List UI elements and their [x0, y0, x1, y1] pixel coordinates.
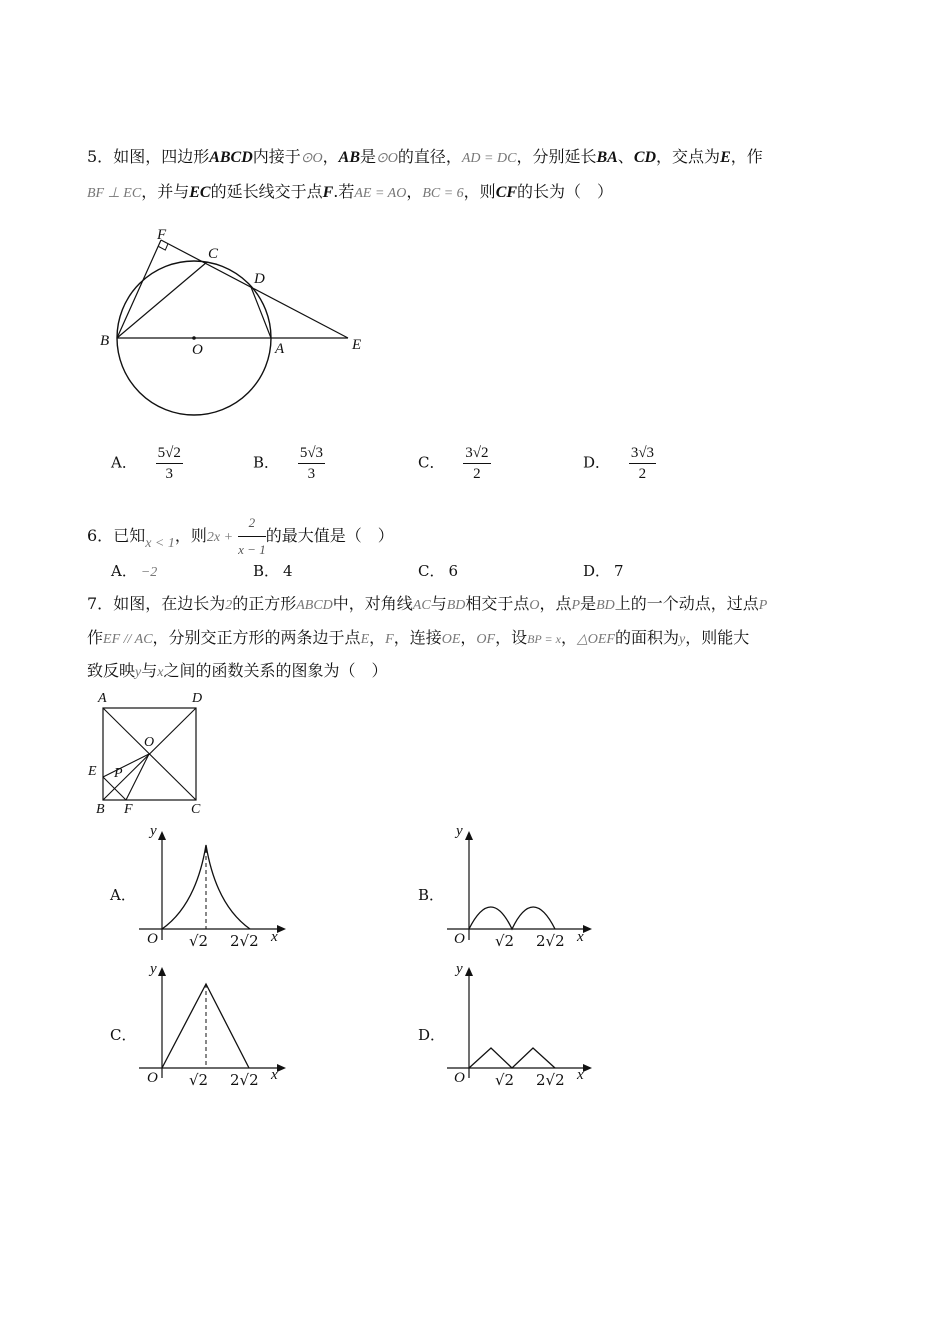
q7-label-D: D [192, 691, 203, 706]
graph-a-tick2: 2√2 [230, 932, 259, 950]
q6-option-b[interactable]: B． 4 [253, 562, 293, 580]
q7-line2: 作EF // AC，分别交正方形的两条边于点E，F，连接OE，OF，设BP = x，△OEF的面积为y，则能大 [87, 628, 750, 647]
graph-a-origin: O [147, 931, 158, 947]
graph-b-xlabel: x [577, 929, 584, 945]
q7-option-c-letter: C． [110, 1026, 137, 1044]
graph-b-ylabel: y [456, 823, 463, 839]
q7-label-A: A [98, 691, 107, 706]
graph-c-tick1: √2 [189, 1071, 209, 1089]
q7-label-C: C [191, 802, 201, 817]
q7-label-O: O [144, 735, 155, 750]
q5-line1: 5．如图，四边形ABCD内接于⊙O，AB是⊙O的直径，AD = DC，分别延长BA、CD，交点为E，作 [87, 147, 763, 166]
graph-d-tick2: 2√2 [536, 1071, 565, 1089]
q5-label-E: E [352, 337, 362, 353]
q5-option-d[interactable]: D． $\frac{3√3}{2}$ [583, 445, 655, 482]
graph-d-ylabel: y [456, 961, 463, 977]
q5-option-b[interactable]: B． $\frac{5√3}{3}$ [253, 445, 324, 482]
graph-d-xlabel: x [577, 1067, 584, 1083]
q7-label-E: E [88, 764, 97, 779]
graph-b-tick2: 2√2 [536, 932, 565, 950]
q5-label-A: A [275, 341, 285, 357]
q7-option-d-letter: D． [418, 1026, 446, 1044]
graph-d [443, 962, 603, 1084]
q5-circle-figure [95, 222, 385, 422]
q7-square-figure [95, 700, 205, 805]
q7-line3: 致反映y与x之间的函数关系的图象为（ ） [87, 661, 388, 680]
q5-label-F: F [157, 227, 167, 243]
graph-c-origin: O [147, 1070, 158, 1086]
q7-label-B: B [96, 802, 105, 817]
q7-label-F: F [124, 802, 133, 817]
q6-option-d[interactable]: D． 7 [583, 562, 624, 580]
graph-a-ylabel: y [150, 823, 157, 839]
q5-label-D: D [254, 271, 265, 287]
graph-a-xlabel: x [271, 929, 278, 945]
q5-label-C: C [208, 246, 219, 262]
q5-option-c[interactable]: C． $\frac{3√2}{2}$ [418, 445, 489, 482]
graph-c-xlabel: x [271, 1067, 278, 1083]
graph-d-origin: O [454, 1070, 465, 1086]
graph-a-tick1: √2 [189, 932, 209, 950]
q7-label-P: P [114, 766, 123, 781]
q7-option-b-letter: B． [418, 886, 445, 904]
q6-stem: 6．已知x < 1，则2x + $\frac{2}{x - 1}$ 的最大值是（ ） [87, 510, 394, 563]
q5-option-a[interactable]: A． $\frac{5√2}{3}$ [111, 445, 181, 482]
graph-b-origin: O [454, 931, 465, 947]
q5-line2: BF ⊥ EC，并与EC的延长线交于点F.若AE = AO，BC = 6，则CF的长为（ ） [87, 182, 614, 201]
q7-line1: 7．如图，在边长为2的正方形ABCD中，对角线AC与BD相交于点O，点P是BD上的一个动点，过点P [87, 594, 768, 613]
q6-option-c[interactable]: C． 6 [418, 562, 459, 580]
graph-b-tick1: √2 [495, 932, 515, 950]
graph-c [135, 962, 295, 1084]
q5-label-B: B [100, 333, 110, 349]
q6-option-a[interactable]: A． −2 [111, 562, 158, 580]
q5-label-O: O [192, 342, 203, 358]
graph-c-tick2: 2√2 [230, 1071, 259, 1089]
graph-d-tick1: √2 [495, 1071, 515, 1089]
q7-option-a-letter: A． [110, 886, 136, 904]
graph-c-ylabel: y [150, 961, 157, 977]
